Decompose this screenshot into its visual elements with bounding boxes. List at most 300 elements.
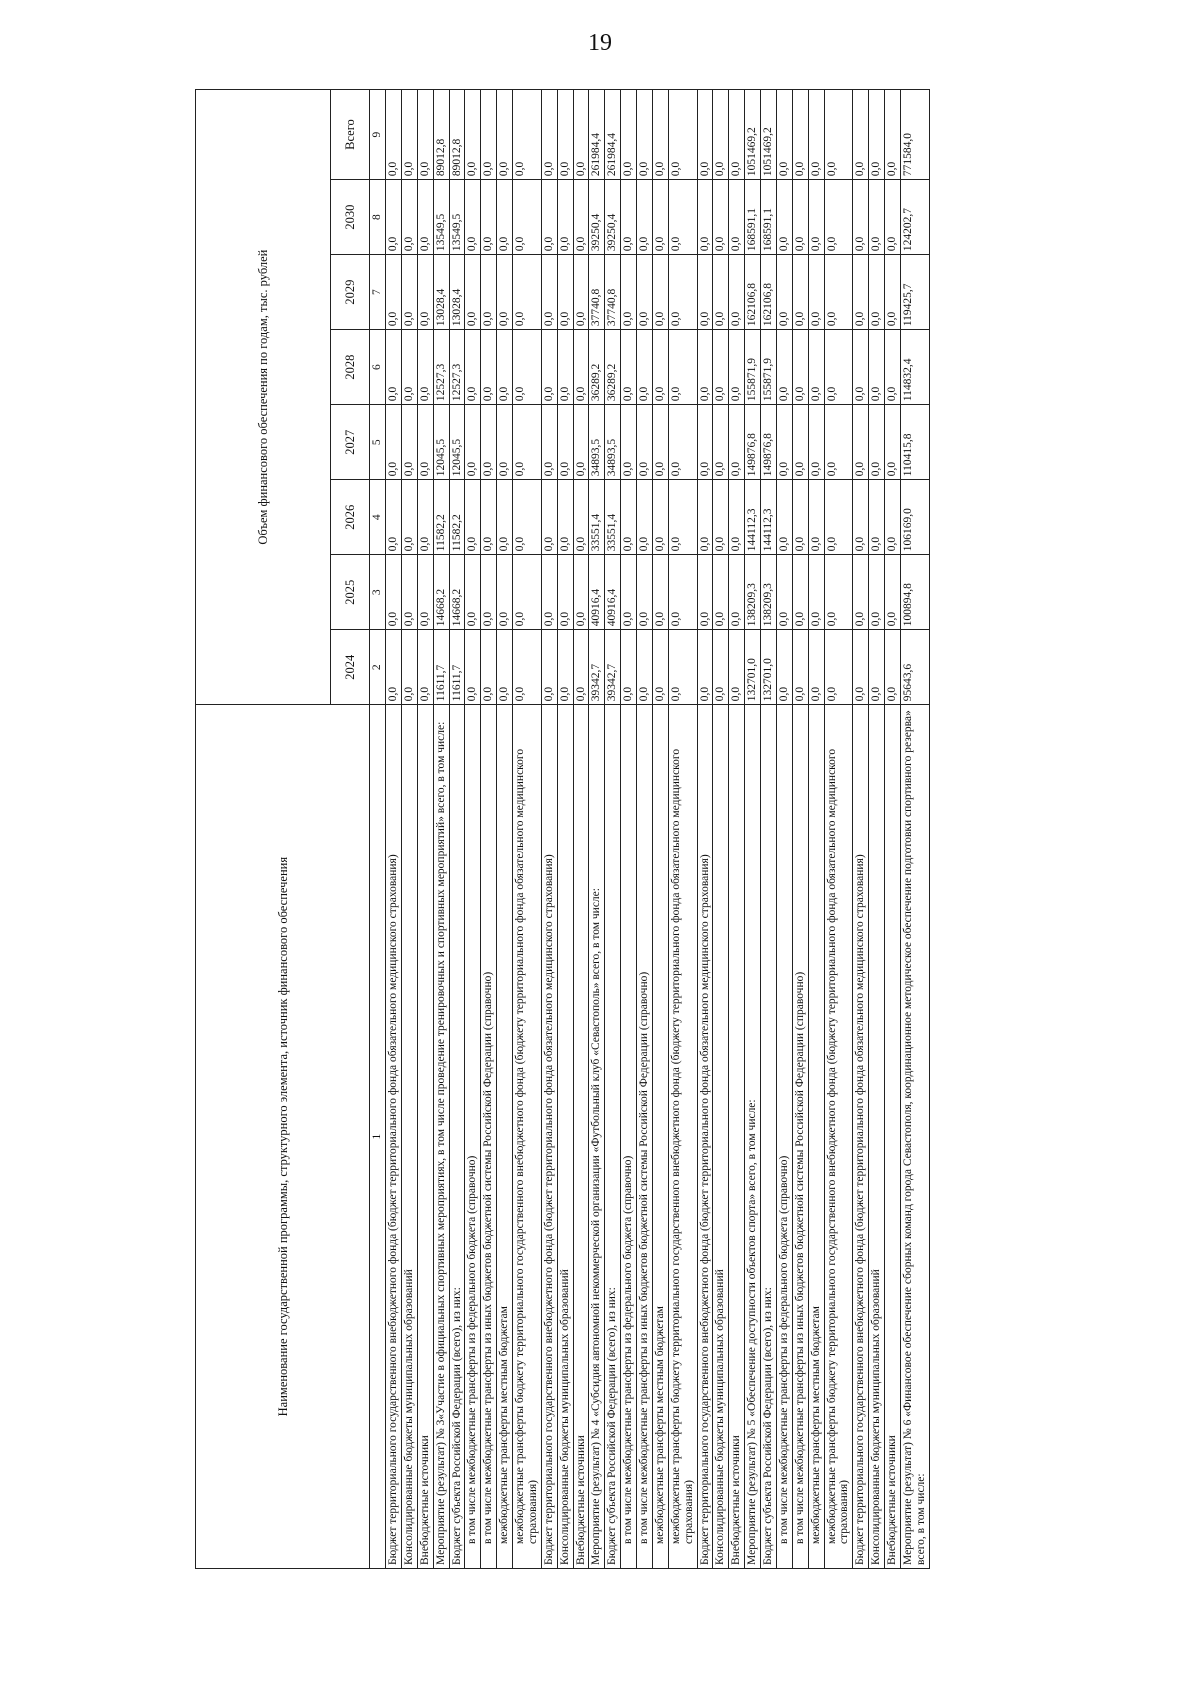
value-cell: 0,0 (417, 480, 433, 555)
value-cell: 261984,4 (605, 90, 621, 180)
table-row (386, 90, 402, 1569)
year-header: 2030 (331, 180, 370, 255)
value-cell: 0,0 (621, 330, 637, 405)
value-cell: 0,0 (497, 330, 513, 405)
value-cell: 0,0 (697, 630, 713, 705)
value-cell: 0,0 (465, 555, 481, 630)
value-cell: 0,0 (776, 555, 792, 630)
value-cell: 0,0 (808, 630, 824, 705)
value-cell: 0,0 (637, 90, 653, 180)
value-cell: 0,0 (668, 555, 697, 630)
value-cell: 149876,8 (761, 405, 777, 480)
column-number: 7 (370, 255, 386, 330)
funding-table (195, 89, 930, 1569)
value-cell: 0,0 (668, 180, 697, 255)
value-cell: 0,0 (621, 405, 637, 480)
row-label: межбюджетные трансферты бюджету территориального государственного внебюджетного фонда (бюджету территориального фонда обязательного медицинского страхования) (513, 705, 542, 1569)
value-cell: 0,0 (853, 330, 869, 405)
table-row (465, 90, 481, 1569)
value-cell: 0,0 (513, 405, 542, 480)
value-cell: 0,0 (417, 255, 433, 330)
value-cell: 0,0 (729, 405, 745, 480)
value-cell: 0,0 (417, 180, 433, 255)
row-label: Бюджет территориального государственного внебюджетного фонда (бюджет территориального фонда обязательного медицинского страхования) (386, 705, 402, 1569)
value-cell: 0,0 (792, 555, 808, 630)
row-label: межбюджетные трансферты местным бюджетам (652, 705, 668, 1569)
value-cell: 0,0 (824, 180, 853, 255)
value-cell: 0,0 (481, 480, 497, 555)
row-label: Внебюджетные источники (729, 705, 745, 1569)
value-cell: 0,0 (621, 255, 637, 330)
value-cell: 0,0 (808, 480, 824, 555)
value-cell: 0,0 (401, 480, 417, 555)
year-header: 2028 (331, 330, 370, 405)
value-cell: 0,0 (869, 405, 885, 480)
value-cell: 0,0 (481, 330, 497, 405)
table-row (761, 90, 777, 1569)
table-row (745, 90, 761, 1569)
value-cell: 0,0 (776, 480, 792, 555)
table-body (386, 90, 930, 1569)
table-row (541, 90, 557, 1569)
value-cell: 0,0 (885, 555, 901, 630)
value-cell: 0,0 (869, 180, 885, 255)
value-cell: 0,0 (386, 480, 402, 555)
value-cell: 0,0 (853, 90, 869, 180)
value-cell: 0,0 (824, 630, 853, 705)
value-cell: 0,0 (697, 180, 713, 255)
value-cell: 100894,8 (900, 555, 929, 630)
value-cell: 0,0 (621, 90, 637, 180)
value-cell: 34893,5 (589, 405, 605, 480)
value-cell: 0,0 (853, 480, 869, 555)
value-cell: 0,0 (481, 405, 497, 480)
value-cell: 11582,2 (449, 480, 465, 555)
value-cell: 12045,5 (433, 405, 449, 480)
value-cell: 144112,3 (745, 480, 761, 555)
table-row (417, 90, 433, 1569)
value-cell: 33551,4 (589, 480, 605, 555)
rotated-table-wrapper (195, 89, 1200, 1569)
value-cell: 11611,7 (433, 630, 449, 705)
value-cell: 0,0 (481, 630, 497, 705)
table-row (668, 90, 697, 1569)
value-cell: 0,0 (417, 405, 433, 480)
value-cell: 89012,8 (433, 90, 449, 180)
value-cell: 0,0 (637, 405, 653, 480)
value-cell: 0,0 (573, 255, 589, 330)
value-cell: 0,0 (386, 255, 402, 330)
value-cell: 0,0 (417, 555, 433, 630)
column-number: 9 (370, 90, 386, 180)
value-cell: 34893,5 (605, 405, 621, 480)
value-cell: 0,0 (513, 90, 542, 180)
value-cell: 0,0 (541, 330, 557, 405)
value-cell: 0,0 (541, 180, 557, 255)
value-cell: 0,0 (465, 630, 481, 705)
value-cell: 0,0 (557, 330, 573, 405)
row-label: Внебюджетные источники (417, 705, 433, 1569)
value-cell: 0,0 (465, 180, 481, 255)
value-cell: 0,0 (869, 330, 885, 405)
value-cell: 0,0 (729, 90, 745, 180)
value-cell: 0,0 (697, 480, 713, 555)
value-cell: 0,0 (792, 180, 808, 255)
year-header: 2025 (331, 555, 370, 630)
value-cell: 155871,9 (745, 330, 761, 405)
value-cell: 0,0 (853, 630, 869, 705)
value-cell: 0,0 (776, 90, 792, 180)
value-cell: 13549,5 (433, 180, 449, 255)
table-row (449, 90, 465, 1569)
value-cell: 0,0 (497, 630, 513, 705)
value-cell: 0,0 (776, 405, 792, 480)
row-label: Консолидированные бюджеты муниципальных образований (713, 705, 729, 1569)
table-row (869, 90, 885, 1569)
value-cell: 0,0 (697, 90, 713, 180)
row-label: в том числе межбюджетные трансферты из иных бюджетов бюджетной системы Российской Федерации (справочно) (792, 705, 808, 1569)
value-cell: 0,0 (652, 330, 668, 405)
value-cell: 0,0 (541, 555, 557, 630)
value-cell: 12045,5 (449, 405, 465, 480)
value-cell: 0,0 (401, 180, 417, 255)
value-cell: 0,0 (652, 555, 668, 630)
row-label: Мероприятие (результат) № 3«Участие в официальных спортивных мероприятиях, в том числе проведение тренировочных и спортивных мероприятий» всего, в том числе: (433, 705, 449, 1569)
value-cell: 0,0 (417, 630, 433, 705)
row-label: межбюджетные трансферты бюджету территориального государственного внебюджетного фонда (бюджету территориального фонда обязательного медицинского страхования) (824, 705, 853, 1569)
column-number: 2 (370, 630, 386, 705)
value-cell: 89012,8 (449, 90, 465, 180)
value-cell: 138209,3 (745, 555, 761, 630)
value-cell: 0,0 (481, 255, 497, 330)
value-cell: 0,0 (621, 555, 637, 630)
value-cell: 0,0 (729, 255, 745, 330)
value-cell: 0,0 (573, 630, 589, 705)
table-row (697, 90, 713, 1569)
value-cell: 37740,8 (589, 255, 605, 330)
value-cell: 0,0 (465, 405, 481, 480)
table-row (637, 90, 653, 1569)
value-cell: 0,0 (824, 405, 853, 480)
table-row (652, 90, 668, 1569)
value-cell: 0,0 (497, 90, 513, 180)
row-label: межбюджетные трансферты местным бюджетам (808, 705, 824, 1569)
value-cell: 0,0 (621, 180, 637, 255)
table-row (401, 90, 417, 1569)
value-cell: 0,0 (621, 630, 637, 705)
value-cell: 0,0 (652, 405, 668, 480)
value-cell: 0,0 (513, 180, 542, 255)
value-cell: 39250,4 (605, 180, 621, 255)
value-cell: 114832,4 (900, 330, 929, 405)
row-label: Бюджет территориального государственного внебюджетного фонда (бюджет территориального фонда обязательного медицинского страхования) (697, 705, 713, 1569)
value-cell: 0,0 (481, 180, 497, 255)
value-cell: 0,0 (652, 180, 668, 255)
row-label: Консолидированные бюджеты муниципальных образований (869, 705, 885, 1569)
value-cell: 0,0 (541, 480, 557, 555)
value-cell: 162106,8 (745, 255, 761, 330)
value-cell: 33551,4 (605, 480, 621, 555)
value-cell: 0,0 (401, 330, 417, 405)
value-cell: 0,0 (776, 630, 792, 705)
row-label: Бюджет субъекта Российской Федерации (всего), из них: (761, 705, 777, 1569)
value-cell: 36289,2 (605, 330, 621, 405)
value-cell: 0,0 (808, 90, 824, 180)
value-cell: 0,0 (808, 405, 824, 480)
value-cell: 13028,4 (433, 255, 449, 330)
value-cell: 0,0 (541, 630, 557, 705)
value-cell: 11611,7 (449, 630, 465, 705)
value-cell: 0,0 (541, 255, 557, 330)
value-cell: 0,0 (668, 255, 697, 330)
value-cell: 0,0 (713, 630, 729, 705)
value-cell: 0,0 (652, 480, 668, 555)
value-cell: 0,0 (481, 90, 497, 180)
value-cell: 0,0 (637, 555, 653, 630)
value-cell: 0,0 (776, 255, 792, 330)
value-cell: 36289,2 (589, 330, 605, 405)
value-cell: 0,0 (637, 180, 653, 255)
value-cell: 0,0 (885, 330, 901, 405)
value-cell: 0,0 (885, 255, 901, 330)
page-number: 19 (588, 30, 612, 56)
value-cell: 14668,2 (433, 555, 449, 630)
value-cell: 0,0 (557, 630, 573, 705)
table-header (196, 90, 386, 1569)
value-cell: 0,0 (713, 90, 729, 180)
row-label: Бюджет субъекта Российской Федерации (всего), из них: (449, 705, 465, 1569)
value-cell: 0,0 (869, 480, 885, 555)
value-cell: 0,0 (637, 630, 653, 705)
value-cell: 39342,7 (589, 630, 605, 705)
value-cell: 0,0 (465, 330, 481, 405)
year-header: 2029 (331, 255, 370, 330)
value-cell: 12527,3 (449, 330, 465, 405)
year-header: 2024 (331, 630, 370, 705)
table-row (621, 90, 637, 1569)
table-row (776, 90, 792, 1569)
table-row (481, 90, 497, 1569)
value-cell: 14668,2 (449, 555, 465, 630)
row-label: Внебюджетные источники (573, 705, 589, 1569)
value-cell: 0,0 (713, 480, 729, 555)
value-cell: 12527,3 (433, 330, 449, 405)
value-cell: 106169,0 (900, 480, 929, 555)
value-cell: 0,0 (573, 90, 589, 180)
row-label: в том числе межбюджетные трансферты из федерального бюджета (справочно) (776, 705, 792, 1569)
value-cell: 132701,0 (761, 630, 777, 705)
value-cell: 0,0 (808, 330, 824, 405)
value-cell: 0,0 (808, 555, 824, 630)
value-cell: 0,0 (713, 405, 729, 480)
table-row (729, 90, 745, 1569)
value-cell: 0,0 (713, 330, 729, 405)
year-header: 2026 (331, 480, 370, 555)
value-cell: 0,0 (557, 90, 573, 180)
value-cell: 0,0 (513, 630, 542, 705)
value-cell: 0,0 (808, 255, 824, 330)
value-cell: 0,0 (513, 555, 542, 630)
value-cell: 0,0 (573, 555, 589, 630)
value-cell: 0,0 (401, 255, 417, 330)
value-cell: 0,0 (729, 480, 745, 555)
table-row (605, 90, 621, 1569)
value-cell: 0,0 (668, 90, 697, 180)
value-cell: 0,0 (386, 330, 402, 405)
value-cell: 0,0 (792, 630, 808, 705)
value-cell: 37740,8 (605, 255, 621, 330)
value-cell: 39342,7 (605, 630, 621, 705)
row-label: Мероприятие (результат) № 6 «Финансовое обеспечение сборных команд города Севастополя, координационное методическое обеспечение подготовки спортивного резерва» всего, в том числе: (900, 705, 929, 1569)
value-cell: 0,0 (557, 555, 573, 630)
value-cell: 0,0 (697, 405, 713, 480)
value-cell: 0,0 (792, 405, 808, 480)
value-cell: 0,0 (713, 255, 729, 330)
row-label: Консолидированные бюджеты муниципальных образований (557, 705, 573, 1569)
value-cell: 0,0 (824, 330, 853, 405)
value-cell: 124202,7 (900, 180, 929, 255)
value-cell: 0,0 (465, 255, 481, 330)
value-cell: 162106,8 (761, 255, 777, 330)
value-cell: 0,0 (417, 90, 433, 180)
value-cell: 0,0 (824, 555, 853, 630)
value-cell: 771584,0 (900, 90, 929, 180)
value-cell: 0,0 (497, 180, 513, 255)
table-row (433, 90, 449, 1569)
value-cell: 39250,4 (589, 180, 605, 255)
value-cell: 119425,7 (900, 255, 929, 330)
table-row (808, 90, 824, 1569)
value-cell: 0,0 (869, 255, 885, 330)
value-cell: 0,0 (808, 180, 824, 255)
row-label: Мероприятие (результат) № 4 «Субсидия автономной некоммерческой организации «Футбольный клуб «Севастополь» всего, в том числе: (589, 705, 605, 1569)
column-number: 3 (370, 555, 386, 630)
column-number: 1 (370, 705, 386, 1569)
value-cell: 132701,0 (745, 630, 761, 705)
value-cell: 0,0 (668, 630, 697, 705)
value-cell: 0,0 (573, 405, 589, 480)
value-cell: 1051469,2 (745, 90, 761, 180)
value-cell: 11582,2 (433, 480, 449, 555)
table-row (589, 90, 605, 1569)
table-row (557, 90, 573, 1569)
value-cell: 0,0 (386, 180, 402, 255)
value-cell: 0,0 (386, 405, 402, 480)
value-cell: 0,0 (513, 480, 542, 555)
value-cell: 0,0 (497, 405, 513, 480)
value-cell: 0,0 (853, 555, 869, 630)
value-cell: 0,0 (386, 90, 402, 180)
value-cell: 0,0 (776, 330, 792, 405)
value-cell: 0,0 (513, 330, 542, 405)
value-cell: 155871,9 (761, 330, 777, 405)
value-cell: 149876,8 (745, 405, 761, 480)
value-cell: 0,0 (386, 630, 402, 705)
row-label: Консолидированные бюджеты муниципальных образований (401, 705, 417, 1569)
column-number: 8 (370, 180, 386, 255)
value-cell: 0,0 (637, 330, 653, 405)
value-cell: 0,0 (417, 330, 433, 405)
value-cell: 0,0 (729, 555, 745, 630)
value-cell: 0,0 (729, 630, 745, 705)
row-label: Бюджет территориального государственного внебюджетного фонда (бюджет территориального фонда обязательного медицинского страхования) (541, 705, 557, 1569)
value-cell: 40916,4 (605, 555, 621, 630)
row-label: межбюджетные трансферты бюджету территориального государственного внебюджетного фонда (бюджету территориального фонда обязательного медицинского страхования) (668, 705, 697, 1569)
value-cell: 0,0 (652, 630, 668, 705)
row-label: Мероприятие (результат) № 5 «Обеспечение доступности объектов спорта» всего, в том числе: (745, 705, 761, 1569)
value-cell: 261984,4 (589, 90, 605, 180)
value-cell: 0,0 (729, 180, 745, 255)
value-cell: 0,0 (885, 90, 901, 180)
value-cell: 0,0 (401, 405, 417, 480)
value-cell: 0,0 (573, 180, 589, 255)
value-cell: 0,0 (792, 255, 808, 330)
value-cell: 0,0 (713, 180, 729, 255)
value-cell: 0,0 (401, 630, 417, 705)
value-cell: 0,0 (652, 90, 668, 180)
value-cell: 0,0 (697, 255, 713, 330)
value-cell: 0,0 (637, 480, 653, 555)
table-row (713, 90, 729, 1569)
value-cell: 0,0 (541, 405, 557, 480)
value-cell: 13549,5 (449, 180, 465, 255)
value-cell: 0,0 (729, 330, 745, 405)
value-cell: 0,0 (465, 480, 481, 555)
value-cell: 168591,1 (745, 180, 761, 255)
row-label: в том числе межбюджетные трансферты из иных бюджетов бюджетной системы Российской Федерации (справочно) (637, 705, 653, 1569)
value-cell: 0,0 (637, 255, 653, 330)
column-number: 4 (370, 480, 386, 555)
value-cell: 0,0 (557, 405, 573, 480)
row-label: в том числе межбюджетные трансферты из иных бюджетов бюджетной системы Российской Федерации (справочно) (481, 705, 497, 1569)
value-cell: 0,0 (497, 555, 513, 630)
value-cell: 0,0 (824, 480, 853, 555)
year-header: Всего (331, 90, 370, 180)
value-cell: 110415,8 (900, 405, 929, 480)
value-cell: 0,0 (853, 180, 869, 255)
row-label: Бюджет территориального государственного внебюджетного фонда (бюджет территориального фонда обязательного медицинского страхования) (853, 705, 869, 1569)
row-label: межбюджетные трансферты местным бюджетам (497, 705, 513, 1569)
table-row (824, 90, 853, 1569)
value-cell: 0,0 (386, 555, 402, 630)
value-cell: 0,0 (541, 90, 557, 180)
value-cell: 0,0 (481, 555, 497, 630)
row-label: Внебюджетные источники (885, 705, 901, 1569)
value-cell: 0,0 (792, 330, 808, 405)
table-row (885, 90, 901, 1569)
value-cell: 0,0 (885, 480, 901, 555)
value-cell: 1051469,2 (761, 90, 777, 180)
value-cell: 0,0 (697, 330, 713, 405)
value-cell: 0,0 (713, 555, 729, 630)
value-cell: 0,0 (652, 255, 668, 330)
value-cell: 0,0 (792, 90, 808, 180)
year-header: 2027 (331, 405, 370, 480)
table-row (900, 90, 929, 1569)
value-cell: 144112,3 (761, 480, 777, 555)
value-cell: 0,0 (497, 480, 513, 555)
value-cell: 95643,6 (900, 630, 929, 705)
value-cell: 0,0 (869, 555, 885, 630)
funding-title: Объем финансового обеспечения по годам, тыс. рублей (196, 90, 331, 705)
value-cell: 0,0 (824, 255, 853, 330)
value-cell: 0,0 (824, 90, 853, 180)
value-cell: 0,0 (869, 630, 885, 705)
row-label: в том числе межбюджетные трансферты из федерального бюджета (справочно) (621, 705, 637, 1569)
value-cell: 0,0 (885, 405, 901, 480)
name-column-header: Наименование государственной программы, структурного элемента, источник финансового обеспечения (196, 705, 370, 1569)
value-cell: 0,0 (853, 405, 869, 480)
